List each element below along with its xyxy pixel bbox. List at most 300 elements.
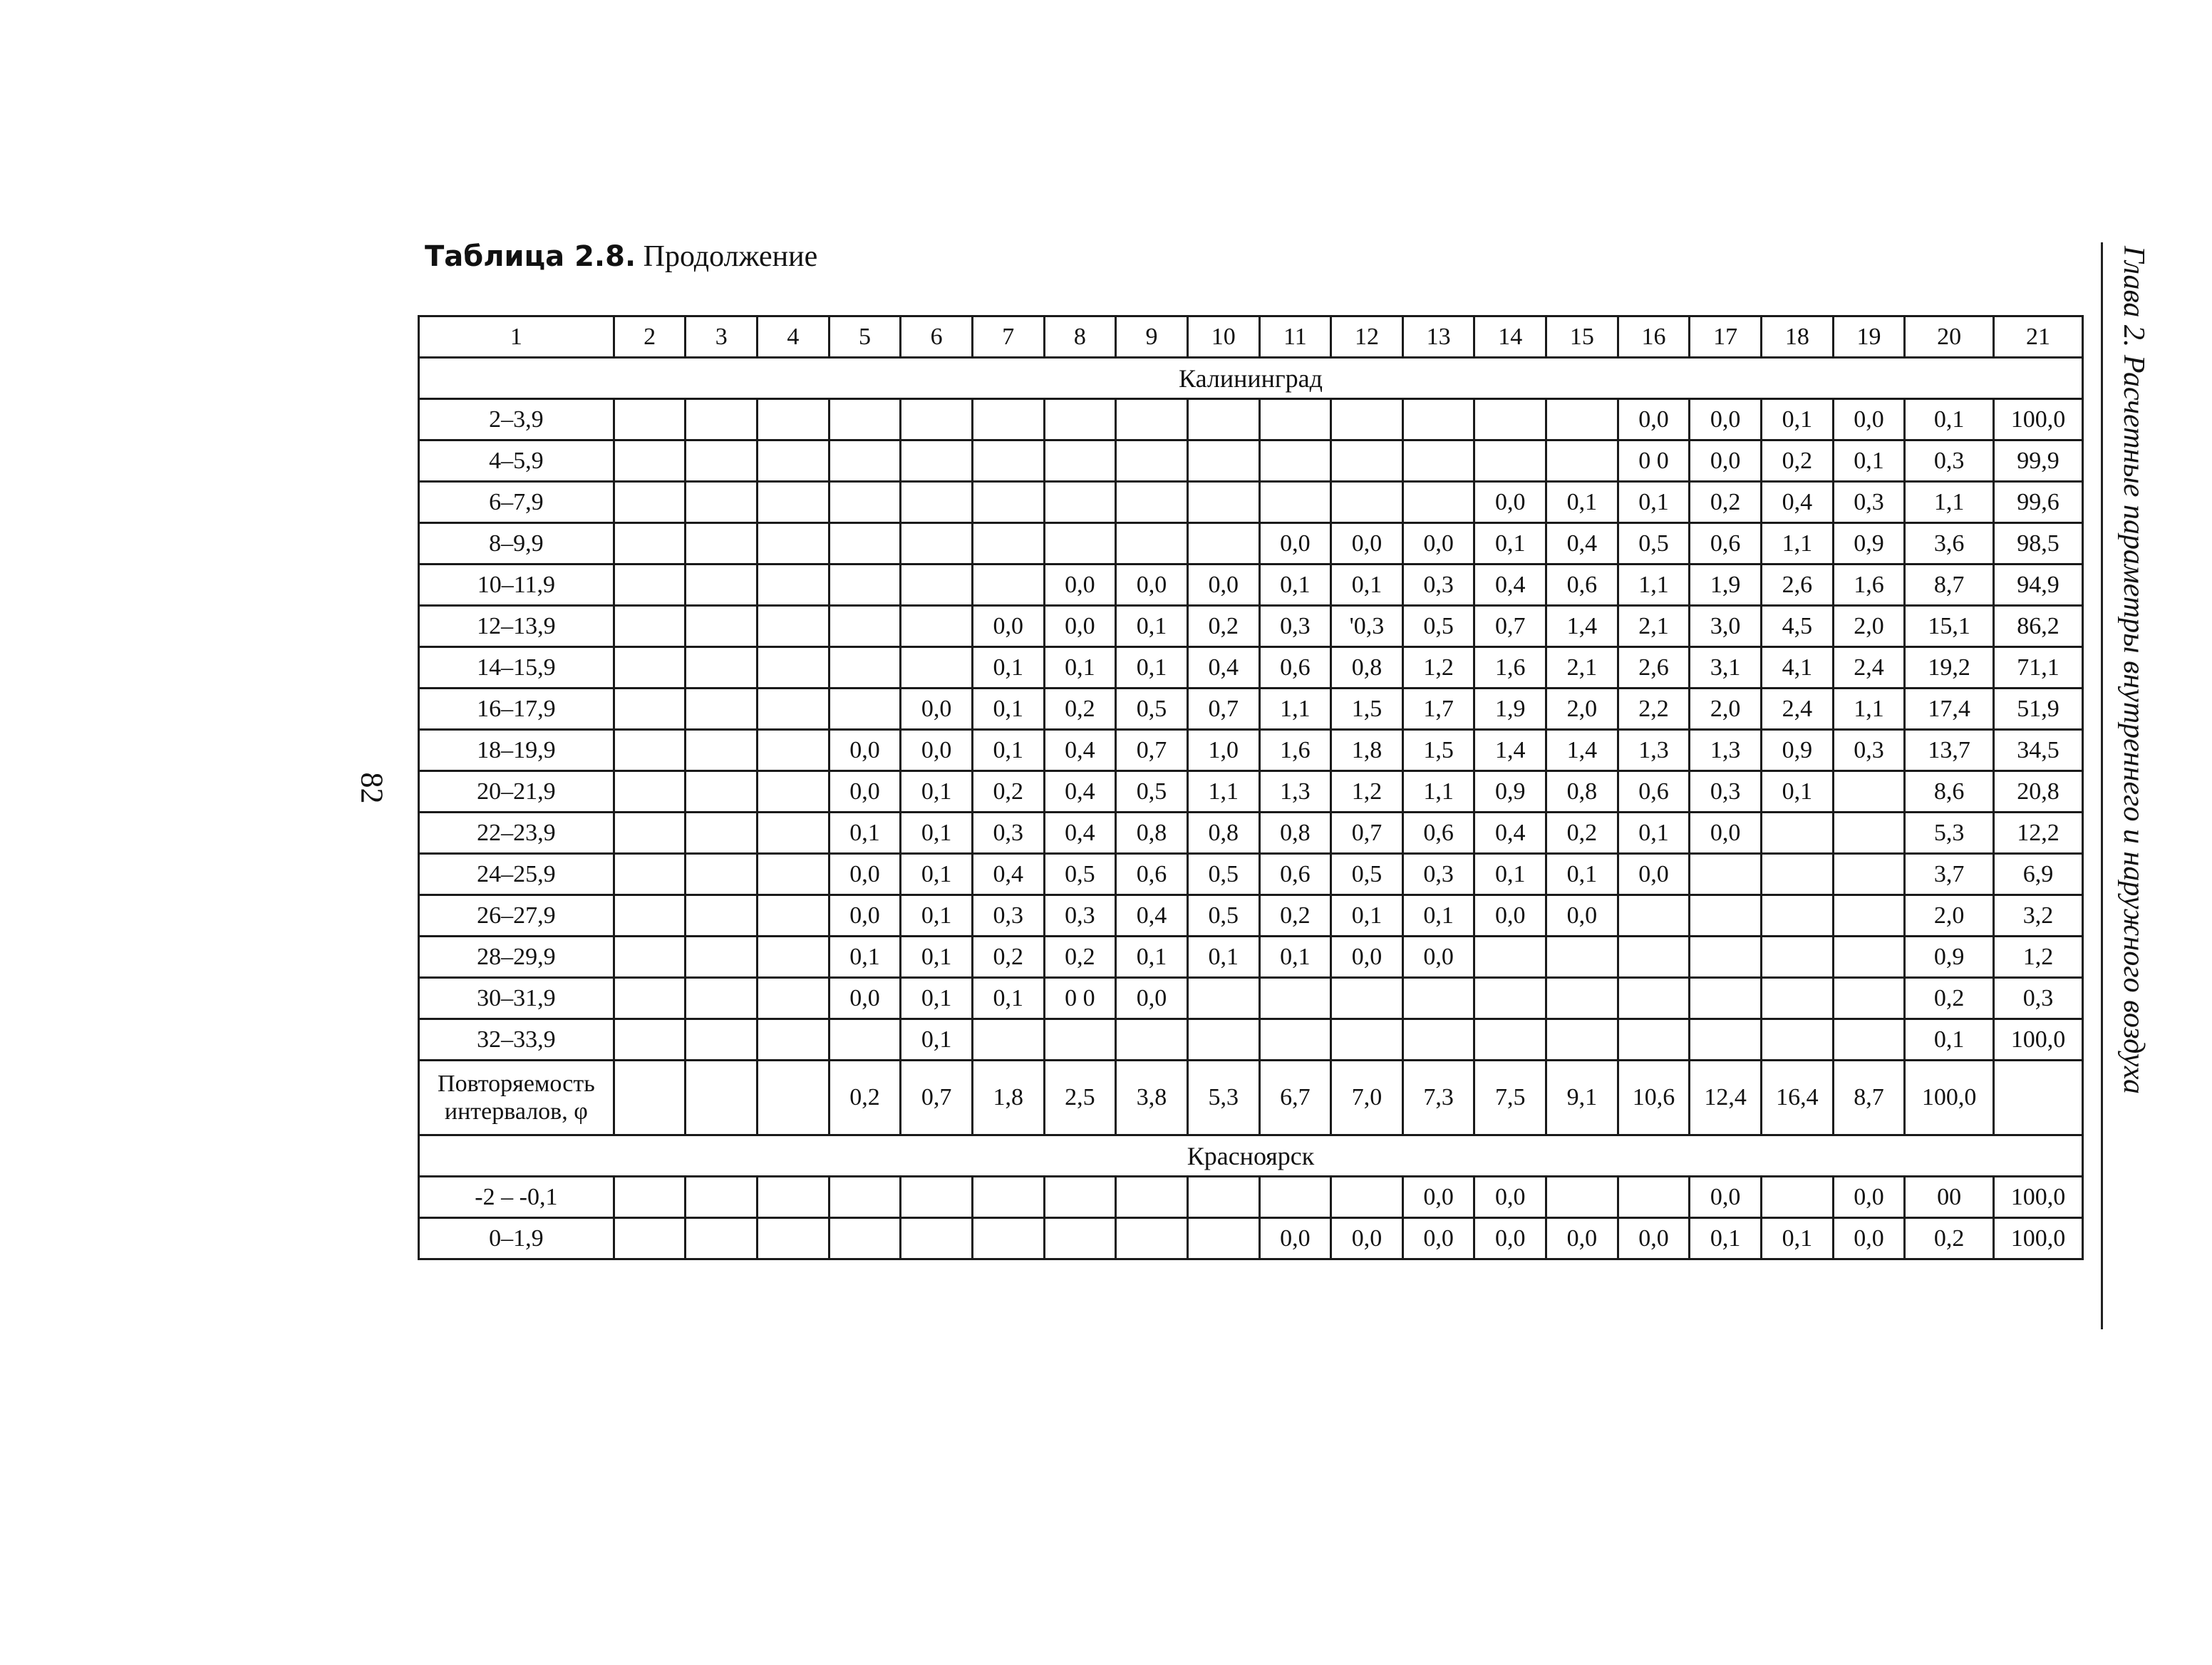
table-cell xyxy=(1762,1019,1834,1061)
table-cell xyxy=(614,771,686,813)
table-row xyxy=(419,1019,2083,1061)
table-cell: 0,0 xyxy=(1402,937,1474,978)
table-cell xyxy=(829,482,901,523)
table-cell xyxy=(758,730,830,771)
table-cell: 0,2 xyxy=(972,937,1044,978)
table-cell xyxy=(1618,1177,1690,1218)
table-cell: 0,1 xyxy=(1618,482,1690,523)
table-cell xyxy=(614,730,686,771)
table-cell xyxy=(901,440,973,482)
table-cell: 13,7 xyxy=(1905,730,1994,771)
table-row xyxy=(419,978,2083,1019)
table-cell: 1,2 xyxy=(1331,771,1403,813)
table-cell xyxy=(1044,440,1116,482)
table-cell: 0,6 xyxy=(1402,813,1474,854)
table-cell: 1,5 xyxy=(1402,730,1474,771)
table-cell xyxy=(686,482,758,523)
table-cell: 0,9 xyxy=(1762,730,1834,771)
table-cell: 4,1 xyxy=(1762,647,1834,689)
table-cell: 7,5 xyxy=(1474,1061,1546,1135)
table-cell: 0,1 xyxy=(1762,771,1834,813)
table-cell: 0,2 xyxy=(972,771,1044,813)
table-cell xyxy=(686,399,758,440)
table-cell xyxy=(1546,440,1618,482)
table-cell: 51,9 xyxy=(1994,689,2083,730)
table-cell: 0,0 xyxy=(1474,1218,1546,1259)
table-cell xyxy=(1259,440,1331,482)
table-cell: 0,1 xyxy=(1905,1019,1994,1061)
table-cell xyxy=(758,523,830,565)
column-number-header: 20 xyxy=(1905,316,1994,358)
table-cell: 1,4 xyxy=(1474,730,1546,771)
table-cell: 0,0 xyxy=(1331,523,1403,565)
row-label: -2 – -0,1 xyxy=(419,1177,614,1218)
table-cell xyxy=(614,1218,686,1259)
table-cell xyxy=(1187,1177,1259,1218)
table-cell: 0,1 xyxy=(901,813,973,854)
table-cell: 1,6 xyxy=(1474,647,1546,689)
table-cell xyxy=(1331,399,1403,440)
table-row xyxy=(419,1177,2083,1218)
table-cell: 4,5 xyxy=(1762,606,1834,647)
table-cell: 0,1 xyxy=(1762,1218,1834,1259)
table-cell xyxy=(1762,895,1834,937)
table-cell xyxy=(1259,399,1331,440)
row-label: 24–25,9 xyxy=(419,854,614,895)
table-cell: 7,3 xyxy=(1402,1061,1474,1135)
table-cell: 0,0 xyxy=(901,730,973,771)
table-cell xyxy=(758,565,830,606)
table-cell: 1,4 xyxy=(1546,730,1618,771)
table-cell: 6,9 xyxy=(1994,854,2083,895)
table-row xyxy=(419,895,2083,937)
table-cell: 0,2 xyxy=(1762,440,1834,482)
table-cell: 86,2 xyxy=(1994,606,2083,647)
table-cell: 0,1 xyxy=(1546,854,1618,895)
table-cell xyxy=(686,523,758,565)
table-row xyxy=(419,399,2083,440)
table-cell: 1,2 xyxy=(1994,937,2083,978)
column-number-header: 16 xyxy=(1618,316,1690,358)
table-cell: 1,1 xyxy=(1833,689,1905,730)
table-cell: 0,0 xyxy=(1402,523,1474,565)
city-heading: Красноярск xyxy=(419,1135,2083,1177)
table-cell: 0,1 xyxy=(901,771,973,813)
table-cell xyxy=(1116,523,1188,565)
table-cell: 0,0 xyxy=(1618,854,1690,895)
row-label: 26–27,9 xyxy=(419,895,614,937)
table-row xyxy=(419,606,2083,647)
table-cell xyxy=(1474,1019,1546,1061)
table-cell xyxy=(829,1019,901,1061)
table-cell: 0,0 xyxy=(1044,565,1116,606)
table-cell: 1,8 xyxy=(972,1061,1044,1135)
table-cell xyxy=(1690,895,1762,937)
table-cell: 0,7 xyxy=(901,1061,973,1135)
table-cell: 0,1 xyxy=(1116,647,1188,689)
table-row xyxy=(419,771,2083,813)
row-label: 0–1,9 xyxy=(419,1218,614,1259)
table-cell xyxy=(829,647,901,689)
table-cell: 0,3 xyxy=(1905,440,1994,482)
table-cell xyxy=(1690,1019,1762,1061)
table-caption xyxy=(425,239,817,274)
table-cell xyxy=(1187,440,1259,482)
table-cell: 0,5 xyxy=(1044,854,1116,895)
table-cell: 0,5 xyxy=(1187,854,1259,895)
column-number-header: 10 xyxy=(1187,316,1259,358)
table-cell xyxy=(1762,813,1834,854)
table-cell: 0,3 xyxy=(1833,482,1905,523)
table-cell xyxy=(1546,937,1618,978)
table-cell: 0,0 xyxy=(1116,978,1188,1019)
table-cell: 0,3 xyxy=(1994,978,2083,1019)
table-cell xyxy=(758,895,830,937)
table-cell: 0,0 xyxy=(1402,1177,1474,1218)
table-cell xyxy=(1994,1061,2083,1135)
table-cell: 0,0 xyxy=(1402,1218,1474,1259)
table-cell: 0,2 xyxy=(1690,482,1762,523)
table-cell: 0,0 xyxy=(1690,813,1762,854)
table-cell xyxy=(758,937,830,978)
table-cell xyxy=(829,689,901,730)
table-cell xyxy=(1044,1218,1116,1259)
table-cell: 0,2 xyxy=(1187,606,1259,647)
table-cell: 1,1 xyxy=(1187,771,1259,813)
table-cell xyxy=(1044,523,1116,565)
table-row xyxy=(419,647,2083,689)
table-cell: 5,3 xyxy=(1905,813,1994,854)
table-cell: 99,9 xyxy=(1994,440,2083,482)
table-cell: 0,1 xyxy=(972,978,1044,1019)
data-table xyxy=(418,315,2084,1260)
table-cell: 0,0 xyxy=(1474,1177,1546,1218)
table-cell: 34,5 xyxy=(1994,730,2083,771)
table-cell xyxy=(758,689,830,730)
city-row xyxy=(419,1135,2083,1177)
table-cell: 0,0 xyxy=(1833,399,1905,440)
table-cell xyxy=(972,440,1044,482)
table-cell xyxy=(829,565,901,606)
table-row xyxy=(419,813,2083,854)
table-cell: 8,7 xyxy=(1905,565,1994,606)
table-cell: 0,1 xyxy=(1402,895,1474,937)
table-cell: 0,6 xyxy=(1690,523,1762,565)
table-cell xyxy=(614,1061,686,1135)
table-cell: 7,0 xyxy=(1331,1061,1403,1135)
table-cell xyxy=(1618,937,1690,978)
table-cell: 3,0 xyxy=(1690,606,1762,647)
city-row xyxy=(419,358,2083,399)
table-cell: 0,8 xyxy=(1546,771,1618,813)
chapter-rule xyxy=(2101,242,2103,1329)
table-cell xyxy=(1690,937,1762,978)
column-number-header: 3 xyxy=(686,316,758,358)
table-cell xyxy=(1762,1177,1834,1218)
table-cell: 0,2 xyxy=(829,1061,901,1135)
table-cell xyxy=(686,730,758,771)
table-cell xyxy=(614,440,686,482)
table-cell xyxy=(829,440,901,482)
table-cell xyxy=(829,1218,901,1259)
table-cell: 19,2 xyxy=(1905,647,1994,689)
table-cell: 0,1 xyxy=(901,1019,973,1061)
row-label: 2–3,9 xyxy=(419,399,614,440)
table-cell xyxy=(1259,1177,1331,1218)
table-cell xyxy=(686,1177,758,1218)
table-cell: 0,8 xyxy=(1259,813,1331,854)
table-cell xyxy=(686,1061,758,1135)
column-number-header: 14 xyxy=(1474,316,1546,358)
table-cell: 0,1 xyxy=(1116,937,1188,978)
table-cell xyxy=(614,523,686,565)
table-cell: 2,0 xyxy=(1546,689,1618,730)
table-cell xyxy=(758,647,830,689)
table-cell xyxy=(972,523,1044,565)
table-cell: 0,0 xyxy=(1259,1218,1331,1259)
table-cell xyxy=(829,399,901,440)
table-cell: 1,9 xyxy=(1690,565,1762,606)
table-cell: 0,2 xyxy=(1905,978,1994,1019)
table-cell: 9,1 xyxy=(1546,1061,1618,1135)
table-cell xyxy=(1618,978,1690,1019)
table-cell xyxy=(1402,482,1474,523)
table-cell: 20,8 xyxy=(1994,771,2083,813)
table-cell: 2,6 xyxy=(1618,647,1690,689)
table-cell: 100,0 xyxy=(1905,1061,1994,1135)
table-cell xyxy=(829,606,901,647)
table-cell: 0,1 xyxy=(901,854,973,895)
column-number-header: 5 xyxy=(829,316,901,358)
table-cell xyxy=(901,482,973,523)
table-row xyxy=(419,523,2083,565)
table-cell xyxy=(1402,1019,1474,1061)
row-label: 16–17,9 xyxy=(419,689,614,730)
table-cell xyxy=(686,1019,758,1061)
table-cell: 100,0 xyxy=(1994,399,2083,440)
table-cell: 1,9 xyxy=(1474,689,1546,730)
table-cell xyxy=(901,399,973,440)
table-cell: 2,1 xyxy=(1546,647,1618,689)
table-cell xyxy=(972,1218,1044,1259)
table-cell: 0,1 xyxy=(1690,1218,1762,1259)
row-label: 28–29,9 xyxy=(419,937,614,978)
table-cell: 0,1 xyxy=(1259,937,1331,978)
table-cell: 0,6 xyxy=(1259,854,1331,895)
table-cell: 100,0 xyxy=(1994,1177,2083,1218)
table-cell xyxy=(1187,1218,1259,1259)
row-label: 14–15,9 xyxy=(419,647,614,689)
table-cell: 1,3 xyxy=(1259,771,1331,813)
table-cell xyxy=(901,565,973,606)
table-cell xyxy=(614,482,686,523)
table-cell xyxy=(1116,1177,1188,1218)
table-cell: 0,9 xyxy=(1833,523,1905,565)
table-cell xyxy=(686,895,758,937)
table-cell xyxy=(1187,978,1259,1019)
table-row xyxy=(419,482,2083,523)
table-cell xyxy=(686,854,758,895)
table-cell xyxy=(686,606,758,647)
table-cell: 0,2 xyxy=(1044,937,1116,978)
table-cell xyxy=(758,1218,830,1259)
table-cell: 0,1 xyxy=(829,813,901,854)
table-cell: 0,3 xyxy=(1690,771,1762,813)
table-cell xyxy=(1331,1177,1403,1218)
table-cell: 0,3 xyxy=(972,813,1044,854)
table-row xyxy=(419,730,2083,771)
table-cell xyxy=(686,1218,758,1259)
table-cell xyxy=(758,771,830,813)
column-number-header: 17 xyxy=(1690,316,1762,358)
table-cell: 0,6 xyxy=(1116,854,1188,895)
table-cell xyxy=(686,813,758,854)
table-cell xyxy=(686,978,758,1019)
table-cell: 0,1 xyxy=(901,978,973,1019)
table-cell: 0,1 xyxy=(1474,523,1546,565)
row-label: 4–5,9 xyxy=(419,440,614,482)
table-cell: 0,5 xyxy=(1618,523,1690,565)
table-cell: 0,1 xyxy=(1833,440,1905,482)
row-label: 8–9,9 xyxy=(419,523,614,565)
table-cell: 1,7 xyxy=(1402,689,1474,730)
table-cell xyxy=(901,606,973,647)
table-cell: 0,1 xyxy=(972,730,1044,771)
table-cell: 2,1 xyxy=(1618,606,1690,647)
table-cell xyxy=(614,647,686,689)
table-cell xyxy=(1474,440,1546,482)
table-cell: 0,4 xyxy=(1116,895,1188,937)
column-number-header: 21 xyxy=(1994,316,2083,358)
table-cell: 1,2 xyxy=(1402,647,1474,689)
table-cell: 0,1 xyxy=(1044,647,1116,689)
table-cell: 0,0 xyxy=(1690,399,1762,440)
table-cell: 12,2 xyxy=(1994,813,2083,854)
table-cell: 94,9 xyxy=(1994,565,2083,606)
repeatability-row xyxy=(419,1061,2083,1135)
table-cell: 00 xyxy=(1905,1177,1994,1218)
table-cell: 0,1 xyxy=(1331,895,1403,937)
table-cell xyxy=(1331,1019,1403,1061)
table-cell: 0,1 xyxy=(1618,813,1690,854)
table-cell: 0,4 xyxy=(1187,647,1259,689)
table-cell: 0,1 xyxy=(829,937,901,978)
table-cell: 0,5 xyxy=(1331,854,1403,895)
table-cell: 3,1 xyxy=(1690,647,1762,689)
table-cell xyxy=(614,978,686,1019)
table-cell: 0,0 xyxy=(972,606,1044,647)
table-cell: 1,3 xyxy=(1690,730,1762,771)
table-cell: 0,0 xyxy=(901,689,973,730)
table-cell xyxy=(758,1177,830,1218)
table-cell xyxy=(1187,399,1259,440)
table-cell xyxy=(758,399,830,440)
row-label: 6–7,9 xyxy=(419,482,614,523)
table-cell xyxy=(1474,978,1546,1019)
table-cell: 0,7 xyxy=(1116,730,1188,771)
table-cell: 0,5 xyxy=(1116,689,1188,730)
table-cell: 0,0 xyxy=(829,771,901,813)
table-cell: 0,3 xyxy=(1044,895,1116,937)
row-label: 22–23,9 xyxy=(419,813,614,854)
table-cell xyxy=(1762,978,1834,1019)
table-row xyxy=(419,1218,2083,1259)
table-cell: 0,0 xyxy=(1618,1218,1690,1259)
table-cell xyxy=(829,1177,901,1218)
column-number-header: 18 xyxy=(1762,316,1834,358)
table-cell: 0,0 xyxy=(829,730,901,771)
table-cell xyxy=(1762,937,1834,978)
city-heading: Калининград xyxy=(419,358,2083,399)
table-cell xyxy=(686,689,758,730)
table-cell: 0 0 xyxy=(1618,440,1690,482)
table-cell: 8,7 xyxy=(1833,1061,1905,1135)
table-cell: 6,7 xyxy=(1259,1061,1331,1135)
table-cell xyxy=(829,523,901,565)
table-cell: 0,4 xyxy=(1044,730,1116,771)
table-cell xyxy=(614,813,686,854)
table-cell xyxy=(614,399,686,440)
table-cell: 0,0 xyxy=(1546,1218,1618,1259)
table-cell xyxy=(1618,895,1690,937)
table-cell: 0,3 xyxy=(1833,730,1905,771)
table-cell xyxy=(758,440,830,482)
column-number-header: 4 xyxy=(758,316,830,358)
column-number-header: 15 xyxy=(1546,316,1618,358)
column-number-header: 9 xyxy=(1116,316,1188,358)
table-cell: 1,1 xyxy=(1618,565,1690,606)
table-cell xyxy=(1546,1177,1618,1218)
table-cell: 0,0 xyxy=(829,854,901,895)
table-cell: 10,6 xyxy=(1618,1061,1690,1135)
column-number-header: 13 xyxy=(1402,316,1474,358)
table-caption-text: Продолжение xyxy=(636,240,818,273)
table-cell: 0,1 xyxy=(1116,606,1188,647)
table-cell xyxy=(614,895,686,937)
table-cell: 16,4 xyxy=(1762,1061,1834,1135)
table-cell xyxy=(972,482,1044,523)
table-cell: 0,1 xyxy=(972,689,1044,730)
table-cell: 1,1 xyxy=(1905,482,1994,523)
table-cell: 1,6 xyxy=(1259,730,1331,771)
table-cell: 0,0 xyxy=(1690,1177,1762,1218)
table-cell xyxy=(901,523,973,565)
table-cell xyxy=(614,689,686,730)
table-cell xyxy=(1187,1019,1259,1061)
table-cell xyxy=(1116,1218,1188,1259)
table-cell xyxy=(972,565,1044,606)
table-cell: 0,1 xyxy=(1474,854,1546,895)
table-cell: 0,0 xyxy=(1833,1218,1905,1259)
table-cell: 3,7 xyxy=(1905,854,1994,895)
table-cell: 2,0 xyxy=(1905,895,1994,937)
table-cell xyxy=(1044,482,1116,523)
table-cell xyxy=(758,606,830,647)
table-cell: 2,2 xyxy=(1618,689,1690,730)
table-cell: 3,2 xyxy=(1994,895,2083,937)
table-cell: 0,1 xyxy=(1187,937,1259,978)
table-cell xyxy=(686,565,758,606)
table-cell: 2,6 xyxy=(1762,565,1834,606)
table-cell: 5,3 xyxy=(1187,1061,1259,1135)
column-number-header: 11 xyxy=(1259,316,1331,358)
table-cell xyxy=(614,937,686,978)
table-cell xyxy=(614,606,686,647)
table-cell: 0,1 xyxy=(1546,482,1618,523)
table-cell xyxy=(758,482,830,523)
table-cell xyxy=(1187,482,1259,523)
table-cell xyxy=(614,565,686,606)
